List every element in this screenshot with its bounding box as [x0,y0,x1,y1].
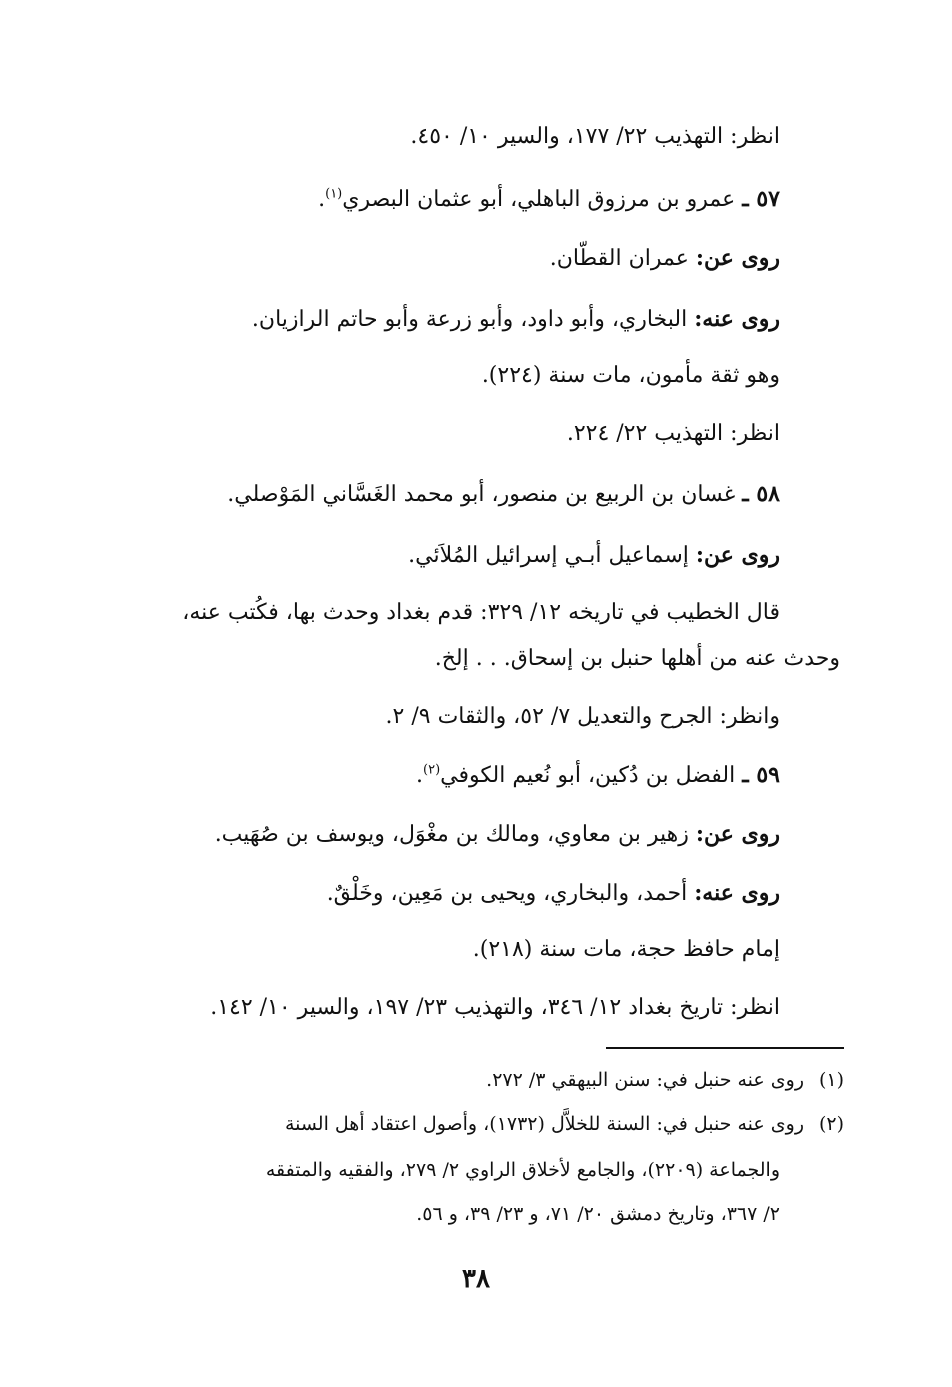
text-line: انظر: تاريخ بغداد ١٢/ ٣٤٦، والتهذيب ٢٣/ ١٩٧، والسير ١٠/ ١٤٢. [210,995,780,1020]
text-line: انظر: التهذيب ٢٢/ ١٧٧، والسير ١٠/ ٤٥٠. [410,124,780,149]
text-line: وحدث عنه من أهلها حنبل بن إسحاق. . . إلخ. [434,646,840,671]
text-line: إمام حافظ حجة، مات سنة (٢١٨). [472,937,780,962]
line-label: روى عن: [695,821,780,847]
line-label: روى عن: [695,542,780,568]
footnote-2-continued: ٢/ ٣٦٧، وتاريخ دمشق ٢٠/ ٧١، و ٢٣/ ٣٩، و ٥٦. [416,1203,780,1225]
entry-number: ٥٩ ـ [742,762,780,788]
page-number: ٣٨ [462,1264,490,1294]
entry-heading-58: ٥٨ ـ غسان بن الربيع بن منصور، أبو محمد الغَسَّاني المَوْصلي. [227,481,780,507]
footnote-number: (١) [818,1069,844,1091]
line-label: روى عنه: [694,306,780,332]
footnote-ref-1: (١) [325,186,343,202]
text-line: وهو ثقة مأمون، مات سنة (٢٢٤). [481,363,780,388]
entry-number: ٥٨ ـ [742,481,780,507]
line-label: روى عنه: [694,880,780,906]
entry-number: ٥٧ ـ [742,186,780,212]
text-line: روى عنه: البخاري، وأبو داود، وأبو زرعة وأبو حاتم الرازيان. [251,306,780,332]
text-line: وانظر: الجرح والتعديل ٧/ ٥٢، والثقات ٩/ ٢. [385,704,780,729]
text-line: روى عنه: أحمد، والبخاري، ويحيى بن مَعِين، وخَلْقٌ. [326,880,780,906]
line-label: روى عن: [695,245,780,271]
text-line: روى عن: إسماعيل أبـي إسرائيل المُلاَئي. [408,542,780,568]
text-line: انظر: التهذيب ٢٢/ ٢٢٤. [566,421,780,446]
footnote-number: (٢) [818,1113,844,1135]
text-line: قال الخطيب في تاريخه ١٢/ ٣٢٩: قدم بغداد وحدث بها، فكُتب عنه، [182,600,780,625]
entry-heading-59: ٥٩ ـ الفضل بن دُكين، أبو نُعيم الكوفي$^{(٢)}$. [416,762,780,788]
footnote-divider [606,1047,844,1049]
footnote-1: (١)روى عنه حنبل في: سنن البيهقي ٣/ ٢٧٢. [110,1066,844,1094]
footnote-ref-2: (٢) [423,762,441,778]
text-line: روى عن: زهير بن معاوي، ومالك بن مغْوَل، ويوسف بن صُهَيب. [214,821,780,847]
entry-heading-57: ٥٧ ـ عمرو بن مرزوق الباهلي، أبو عثمان البصري$^{(١)}$. [318,186,780,212]
text-line: روى عن: عمران القطّان. [549,245,780,271]
footnote-2: (٢)روى عنه حنبل في: السنة للخلاَّل (١٧٣٢)، وأصول اعتقاد أهل السنة [110,1110,844,1138]
footnote-2-continued: والجماعة (٢٢٠٩)، والجامع لأخلاق الراوي ٢/ ٢٧٩، والفقيه والمتفقه [265,1159,780,1181]
